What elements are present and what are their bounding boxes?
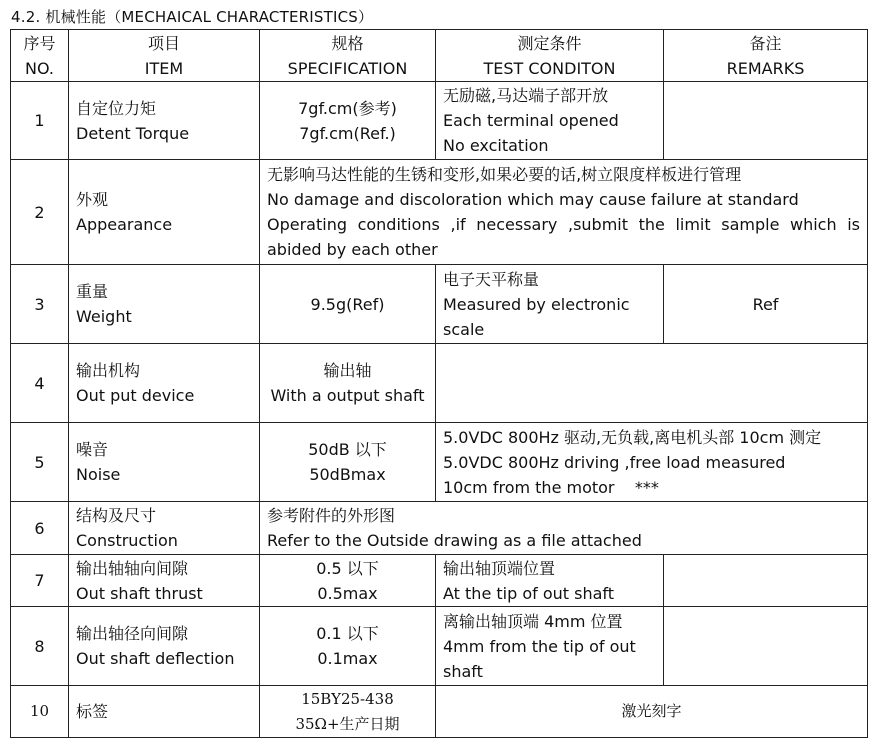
row-item: 结构及尺寸 Construction bbox=[69, 502, 260, 555]
row-spec: 9.5g(Ref) bbox=[260, 265, 436, 344]
row-no: 1 bbox=[11, 82, 69, 160]
section-title: 4.2. 机械性能（MECHAICAL CHARACTERISTICS） bbox=[11, 8, 374, 26]
row-condition: 输出轴顶端位置 At the tip of out shaft bbox=[436, 555, 664, 607]
row-condition: 离输出轴顶端 4mm 位置 4mm from the tip of out shaft bbox=[436, 607, 664, 686]
table-row bbox=[11, 686, 868, 738]
row-item: 输出轴径向间隙 Out shaft deflection bbox=[69, 607, 260, 686]
table-row bbox=[11, 160, 868, 265]
row-item: 输出轴轴向间隙 Out shaft thrust bbox=[69, 555, 260, 607]
row-spec: 15BY25-438 35Ω+生产日期 bbox=[260, 686, 436, 738]
row-item: 标签 bbox=[69, 686, 260, 738]
header-remarks: 备注 REMARKS bbox=[664, 30, 868, 82]
row-condition: 无励磁,马达端子部开放 Each terminal opened No excitation bbox=[436, 82, 664, 160]
table-row bbox=[11, 423, 868, 502]
table-row bbox=[11, 555, 868, 607]
row-condition: 电子天平称量 Measured by electronic scale bbox=[436, 265, 664, 344]
row-item: 自定位力矩 Detent Torque bbox=[69, 82, 260, 160]
row-merged-description: 参考附件的外形图 Refer to the Outside drawing as a file attached bbox=[260, 502, 868, 555]
table-row bbox=[11, 344, 868, 423]
row-remarks bbox=[664, 607, 868, 686]
row-no: 2 bbox=[11, 160, 69, 265]
header-specification: 规格 SPECIFICATION bbox=[260, 30, 436, 82]
row-spec: 0.5 以下 0.5max bbox=[260, 555, 436, 607]
table-row bbox=[11, 265, 868, 344]
row-item: 输出机构 Out put device bbox=[69, 344, 260, 423]
row-condition-remarks bbox=[436, 344, 868, 423]
row-spec: 输出轴 With a output shaft bbox=[260, 344, 436, 423]
header-test-condition: 测定条件 TEST CONDITON bbox=[436, 30, 664, 82]
row-item: 外观 Appearance bbox=[69, 160, 260, 265]
row-remarks: Ref bbox=[664, 265, 868, 344]
row-spec: 0.1 以下 0.1max bbox=[260, 607, 436, 686]
row-item: 噪音 Noise bbox=[69, 423, 260, 502]
row-remarks bbox=[664, 82, 868, 160]
row-no: 3 bbox=[11, 265, 69, 344]
row-no: 8 bbox=[11, 607, 69, 686]
row-no: 5 bbox=[11, 423, 69, 502]
row-no: 10 bbox=[11, 686, 69, 738]
row-condition-remarks: 5.0VDC 800Hz 驱动,无负载,离电机头部 10cm 测定 5.0VDC 800Hz driving ,free load measured 10cm from the motor *** bbox=[436, 423, 868, 502]
table-header-row bbox=[11, 30, 868, 82]
row-merged-description: 无影响马达性能的生锈和变形,如果必要的话,树立限度样板进行管理 No damage and discoloration which may cause failure at standard Operating conditions ,if necessary ,submit the limit sample which is abided by each other bbox=[260, 160, 868, 265]
header-item: 项目 ITEM bbox=[69, 30, 260, 82]
row-no: 4 bbox=[11, 344, 69, 423]
mechanical-characteristics-table bbox=[10, 29, 868, 738]
row-remarks bbox=[664, 555, 868, 607]
row-item: 重量 Weight bbox=[69, 265, 260, 344]
table-row bbox=[11, 607, 868, 686]
row-condition-remarks: 激光刻字 bbox=[436, 686, 868, 738]
header-no: 序号 NO. bbox=[11, 30, 69, 82]
table-row bbox=[11, 502, 868, 555]
row-no: 6 bbox=[11, 502, 69, 555]
row-spec: 7gf.cm(参考) 7gf.cm(Ref.) bbox=[260, 82, 436, 160]
row-no: 7 bbox=[11, 555, 69, 607]
table-row bbox=[11, 82, 868, 160]
row-spec: 50dB 以下 50dBmax bbox=[260, 423, 436, 502]
